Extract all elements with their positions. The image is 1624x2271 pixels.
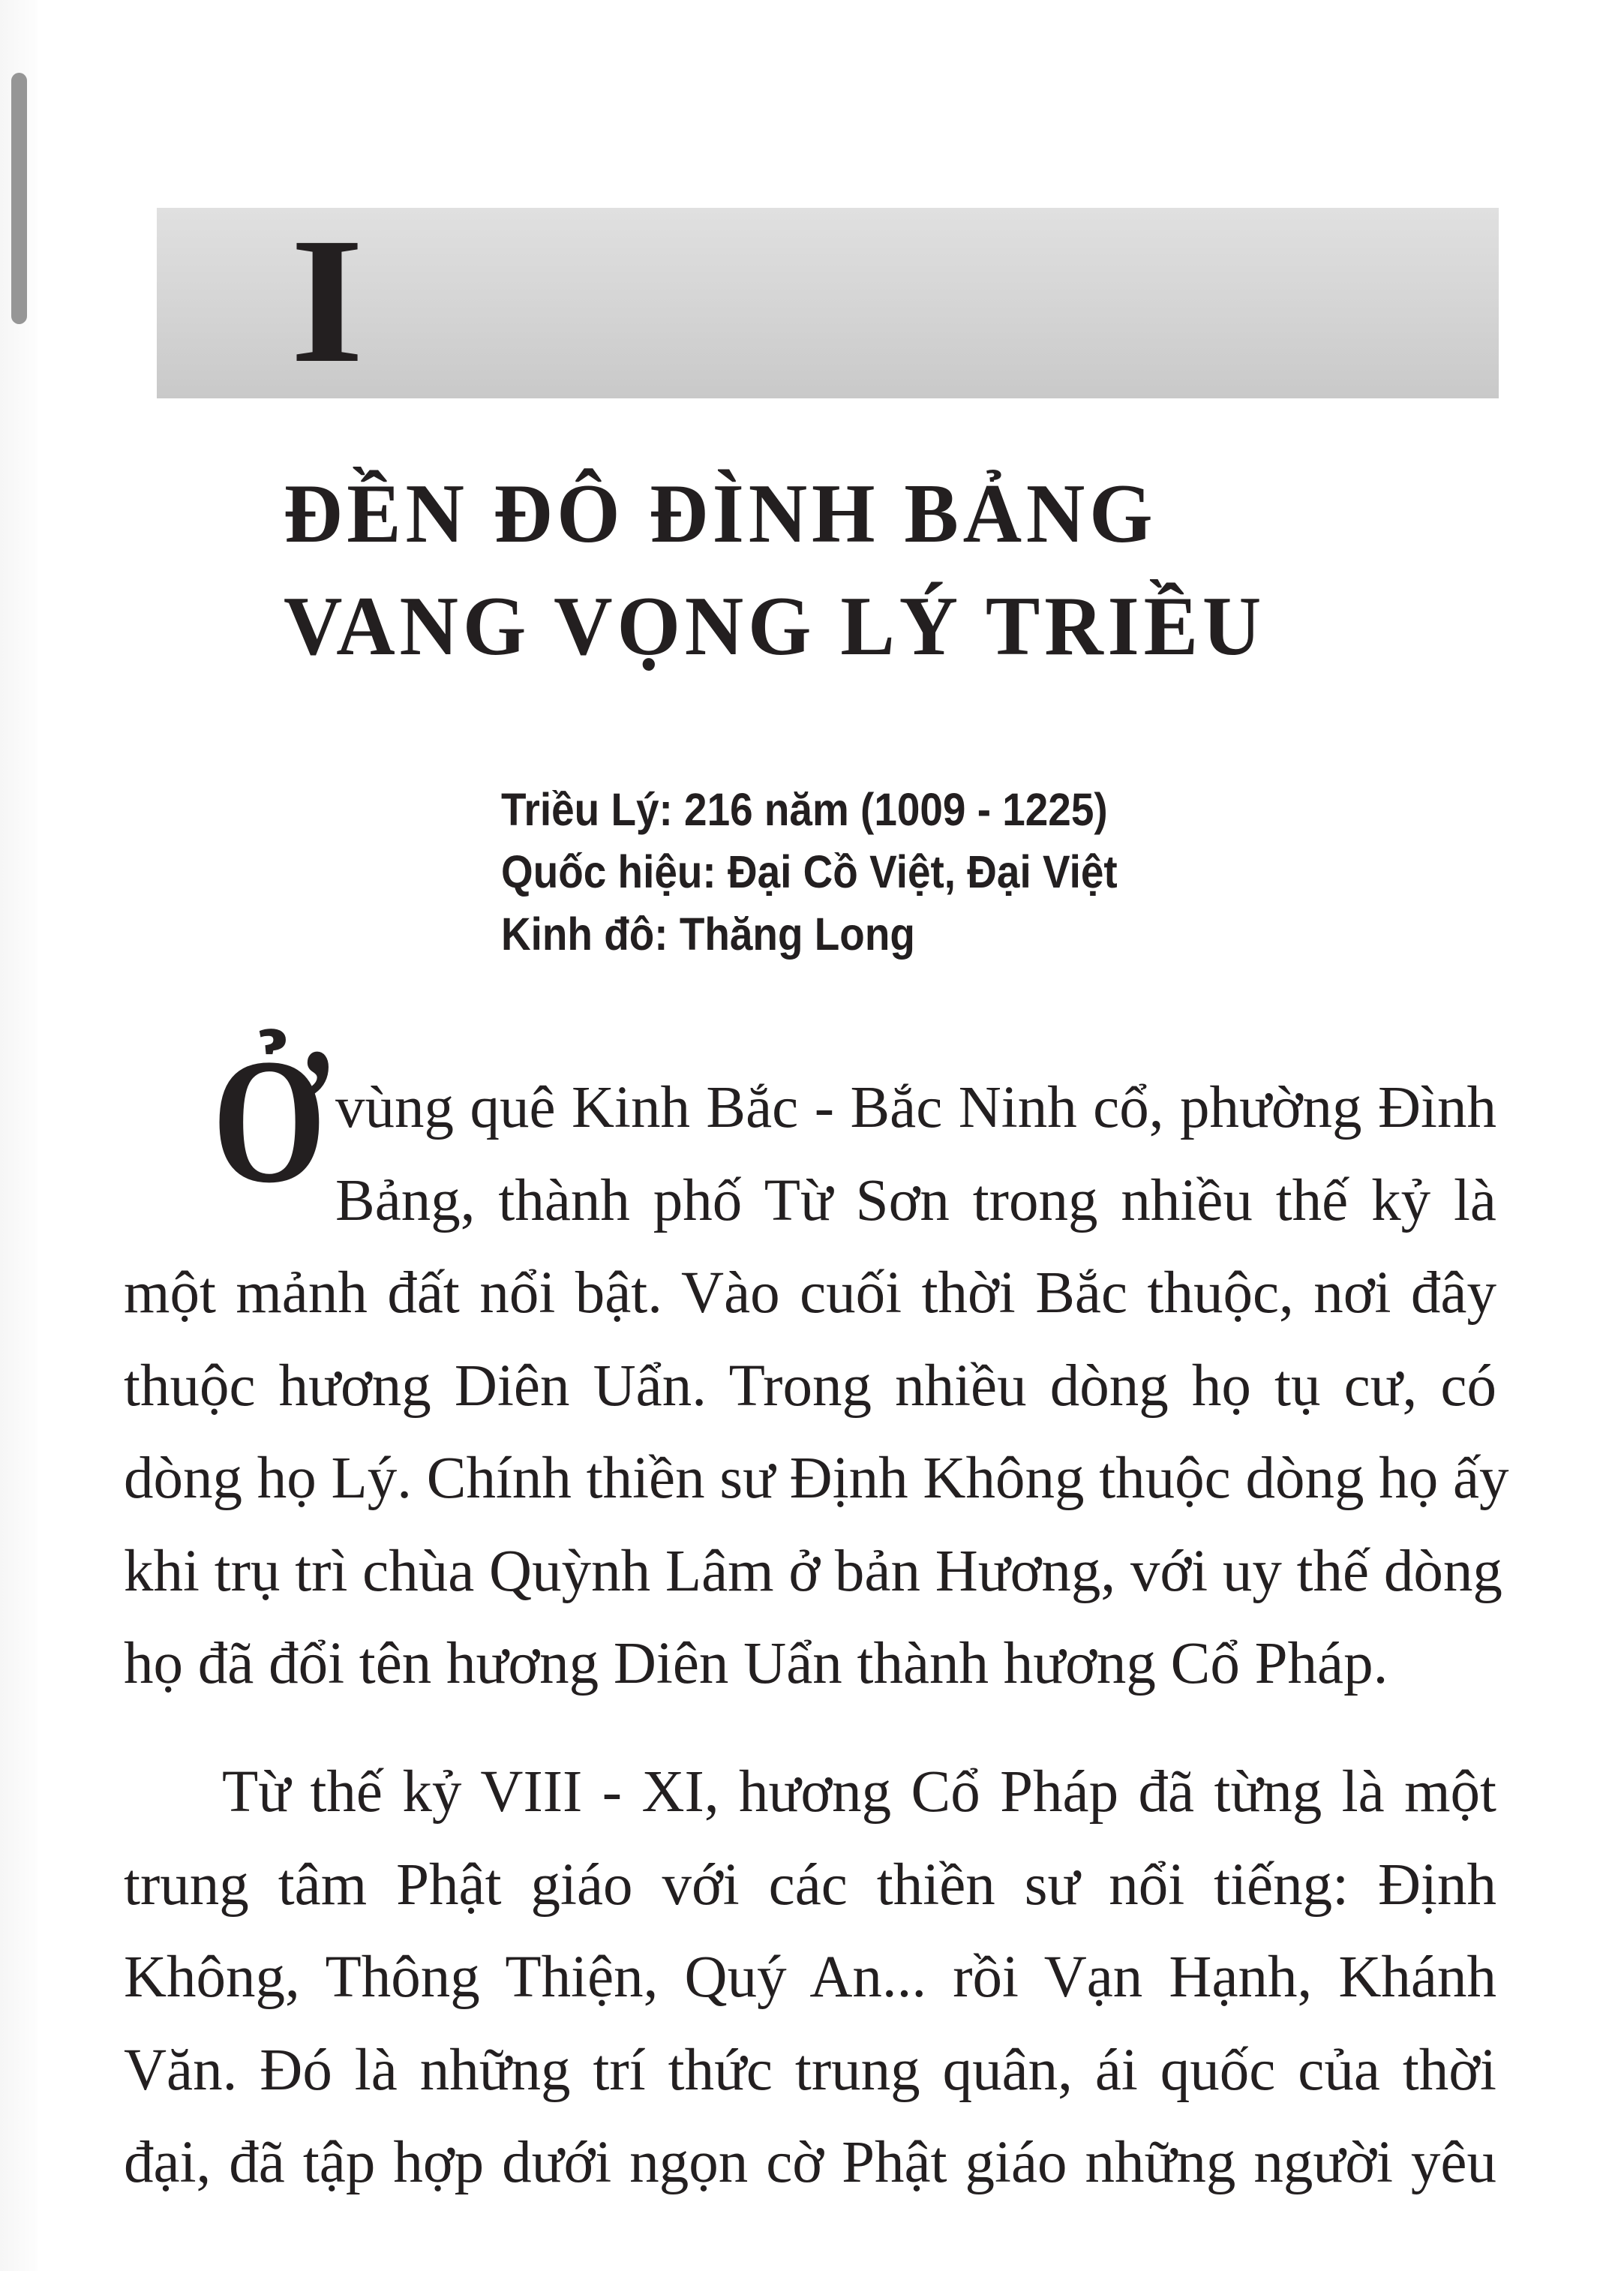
dynasty-info-block <box>501 779 1186 966</box>
paragraph-line: họ đã đổi tên hương Diên Uẩn thành hương Cổ Pháp. <box>124 1631 1388 1696</box>
page-gutter <box>0 0 38 2271</box>
paragraph-line: Từ thế kỷ VIII - XI, hương Cổ Pháp đã từng là một <box>222 1759 1496 1825</box>
paragraph-line: trung tâm Phật giáo với các thiền sư nổi tiếng: Định <box>124 1852 1496 1918</box>
chapter-title <box>284 458 1296 683</box>
chapter-title-line-2: VANG VỌNG LÝ TRIỀU <box>284 580 1266 673</box>
paragraph-line: Văn. Đó là những trí thức trung quân, ái quốc của thời <box>124 2037 1496 2103</box>
chapter-number: I <box>290 200 365 400</box>
paragraph-line: một mảnh đất nổi bật. Vào cuối thời Bắc thuộc, nơi đây <box>124 1260 1496 1326</box>
dynasty-country-name: Quốc hiệu: Đại Cồ Việt, Đại Việt <box>501 846 1118 897</box>
paragraph-line: khi trụ trì chùa Quỳnh Lâm ở bản Hương, với uy thế dòng <box>124 1538 1502 1604</box>
dynasty-duration: Triều Lý: 216 năm (1009 - 1225) <box>501 784 1108 835</box>
chapter-title-line-1: ĐỀN ĐÔ ĐÌNH BẢNG <box>284 467 1157 560</box>
paragraph-line: Không, Thông Thiện, Quý An... rồi Vạn Hạnh, Khánh <box>124 1945 1496 2010</box>
paragraph-line: Bảng, thành phố Từ Sơn trong nhiều thế kỷ là <box>335 1167 1496 1233</box>
paragraph-2 <box>124 1746 1496 2209</box>
drop-cap: Ở <box>212 1023 326 1220</box>
vertical-scrollbar[interactable] <box>11 73 27 324</box>
paragraph-line: dòng họ Lý. Chính thiền sư Định Không thuộc dòng họ ấy <box>124 1446 1509 1511</box>
paragraph-line: thuộc hương Diên Uẩn. Trong nhiều dòng họ tụ cư, có <box>124 1353 1496 1419</box>
dynasty-capital: Kinh đô: Thăng Long <box>501 909 915 960</box>
paragraph-line: đại, đã tập hợp dưới ngọn cờ Phật giáo những người yêu <box>124 2130 1496 2195</box>
paragraph-1 <box>124 1062 1509 1711</box>
paragraph-line: vùng quê Kinh Bắc - Bắc Ninh cổ, phường Đình <box>335 1075 1496 1140</box>
